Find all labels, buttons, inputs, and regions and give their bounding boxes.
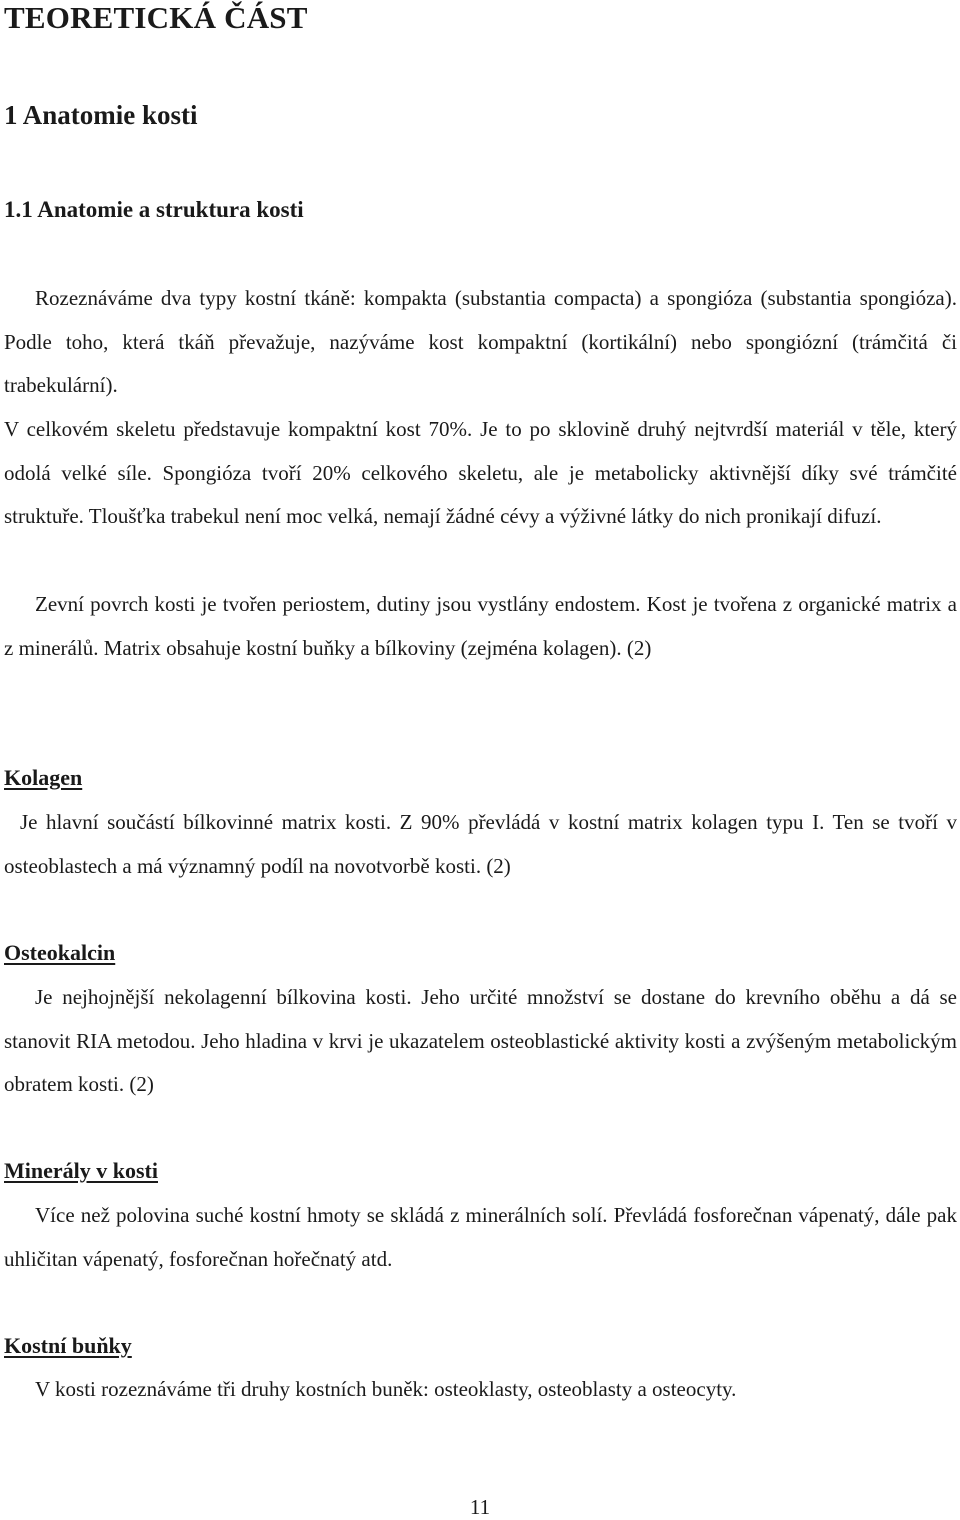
intro-paragraph-3-text: Zevní povrch kosti je tvořen periostem, dutiny jsou vystlány endostem. Kost je tvořena z organické matrix a z minerálů. Matrix obsahuje kostní buňky a bílkoviny (zejména kolagen). (2)	[4, 592, 957, 660]
subsection-heading-kolagen: Kolagen	[4, 765, 83, 790]
intro-paragraph-2	[4, 408, 957, 539]
subsection-text-osteokalcin-content: Je nejhojnější nekolagenní bílkovina kosti. Jeho určité množství se dostane do krevního oběhu a dá se stanovit RIA metodou. Jeho hladina v krvi je ukazatelem osteoblastické aktivity kosti a zvýšeným metabolickým obratem kosti. (2)	[4, 985, 957, 1096]
part-title: TEORETICKÁ ČÁST	[4, 0, 308, 35]
subsection-text-kolagen	[4, 801, 957, 888]
subsection-text-osteokalcin	[4, 976, 957, 1107]
subsection-text-mineraly	[4, 1194, 957, 1281]
subsection-heading-mineraly: Minerály v kosti	[4, 1158, 158, 1183]
subsection-text-kostni-bunky-content: V kosti rozeznáváme tři druhy kostních buněk: osteoklasty, osteoblasty a osteocyty.	[35, 1377, 737, 1401]
intro-paragraph-3	[4, 583, 957, 670]
intro-paragraph-1	[4, 277, 957, 408]
subsection-text-mineraly-content: Více než polovina suché kostní hmoty se skládá z minerálních solí. Převládá fosforečnan vápenatý, dále pak uhličitan vápenatý, fosforečnan hořečnatý atd.	[4, 1203, 957, 1271]
intro-paragraph-2-text: V celkovém skeletu představuje kompaktní kost 70%. Je to po sklovině druhý nejtvrdší materiál v těle, který odolá velké síle. Spongióza tvoří 20% celkového skeletu, ale je metabolicky aktivnější díky své trámčité struktuře. Tloušťka trabekul není moc velká, nemají žádné cévy a výživné látky do nich pronikají difuzí.	[4, 417, 957, 528]
subsection-heading-osteokalcin: Osteokalcin	[4, 940, 116, 965]
page-number: 11	[469, 1495, 491, 1519]
subsection-heading-kostni-bunky: Kostní buňky	[4, 1333, 132, 1358]
subsection-text-kostni-bunky	[4, 1368, 957, 1412]
subsection-text-kolagen-content: Je hlavní součástí bílkovinné matrix kosti. Z 90% převládá v kostní matrix kolagen typu I. Ten se tvoří v osteoblastech a má významný podíl na novotvorbě kosti. (2)	[4, 810, 957, 878]
section-title: 1.1 Anatomie a struktura kosti	[4, 197, 304, 222]
chapter-title: 1 Anatomie kosti	[4, 100, 198, 130]
intro-paragraph-1-text: Rozeznáváme dva typy kostní tkáně: kompakta (substantia compacta) a spongióza (substantia spongióza). Podle toho, která tkáň převažuje, nazýváme kost kompaktní (kortikální) nebo spongiózní (trámčitá či trabekulární).	[4, 286, 957, 397]
